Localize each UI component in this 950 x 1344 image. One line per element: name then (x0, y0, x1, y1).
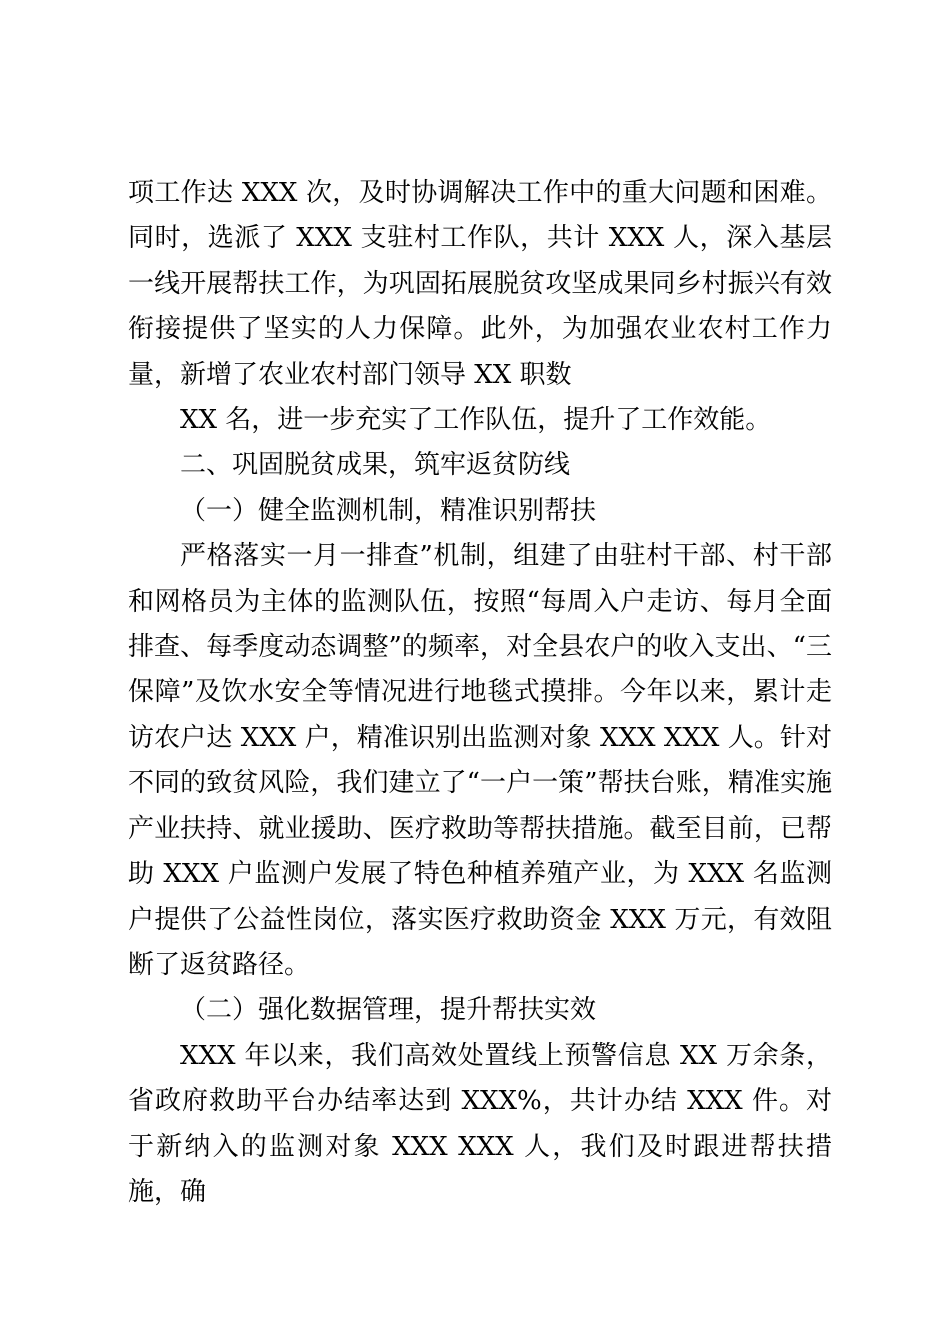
subsection-heading: （二）强化数据管理，提升帮扶实效 (180, 995, 597, 1026)
body-paragraph: XXX 年以来，我们高效处置线上预警信息 XX 万余条，省政府救助平台办结率达到 XXX%，共计办结 XXX 件。对于新纳入的监测对象 XXX XXX 人，我们及时跟进帮扶措施，确 (128, 1040, 832, 1207)
section-heading: 二、巩固脱贫成果，筑牢返贫防线 (180, 450, 571, 481)
body-paragraph: 项工作达 XXX 次，及时协调解决工作中的重大问题和困难。同时，选派了 XXX 支驻村工作队，共计 XXX 人，深入基层一线开展帮扶工作，为巩固拓展脱贫攻坚成果同乡村振兴有效衔接提供了坚实的人力保障。此外，为加强农业农村工作力量，新增了农业农村部门领导 XX 职数 (128, 178, 832, 390)
body-paragraph: 严格落实一月一排查”机制，组建了由驻村干部、村干部和网格员为主体的监测队伍，按照“每周入户走访、每月全面排查、每季度动态调整”的频率，对全县农户的收入支出、“三保障”及饮水安全等情况进行地毯式摸排。今年以来，累计走访农户达 XXX 户，精准识别出监测对象 XXX XXX 人。针对不同的致贫风险，我们建立了“一户一策”帮扶台账，精准实施产业扶持、就业援助、医疗救助等帮扶措施。截至目前，已帮助 XXX 户监测户发展了特色种植养殖产业，为 XXX 名监测户提供了公益性岗位，落实医疗救助资金 XXX 万元，有效阻断了返贫路径。 (128, 541, 832, 980)
body-paragraph: XX 名，进一步充实了工作队伍，提升了工作效能。 (180, 405, 772, 436)
subsection-heading: （一）健全监测机制，精准识别帮扶 (180, 495, 597, 526)
document-body (128, 171, 832, 1215)
